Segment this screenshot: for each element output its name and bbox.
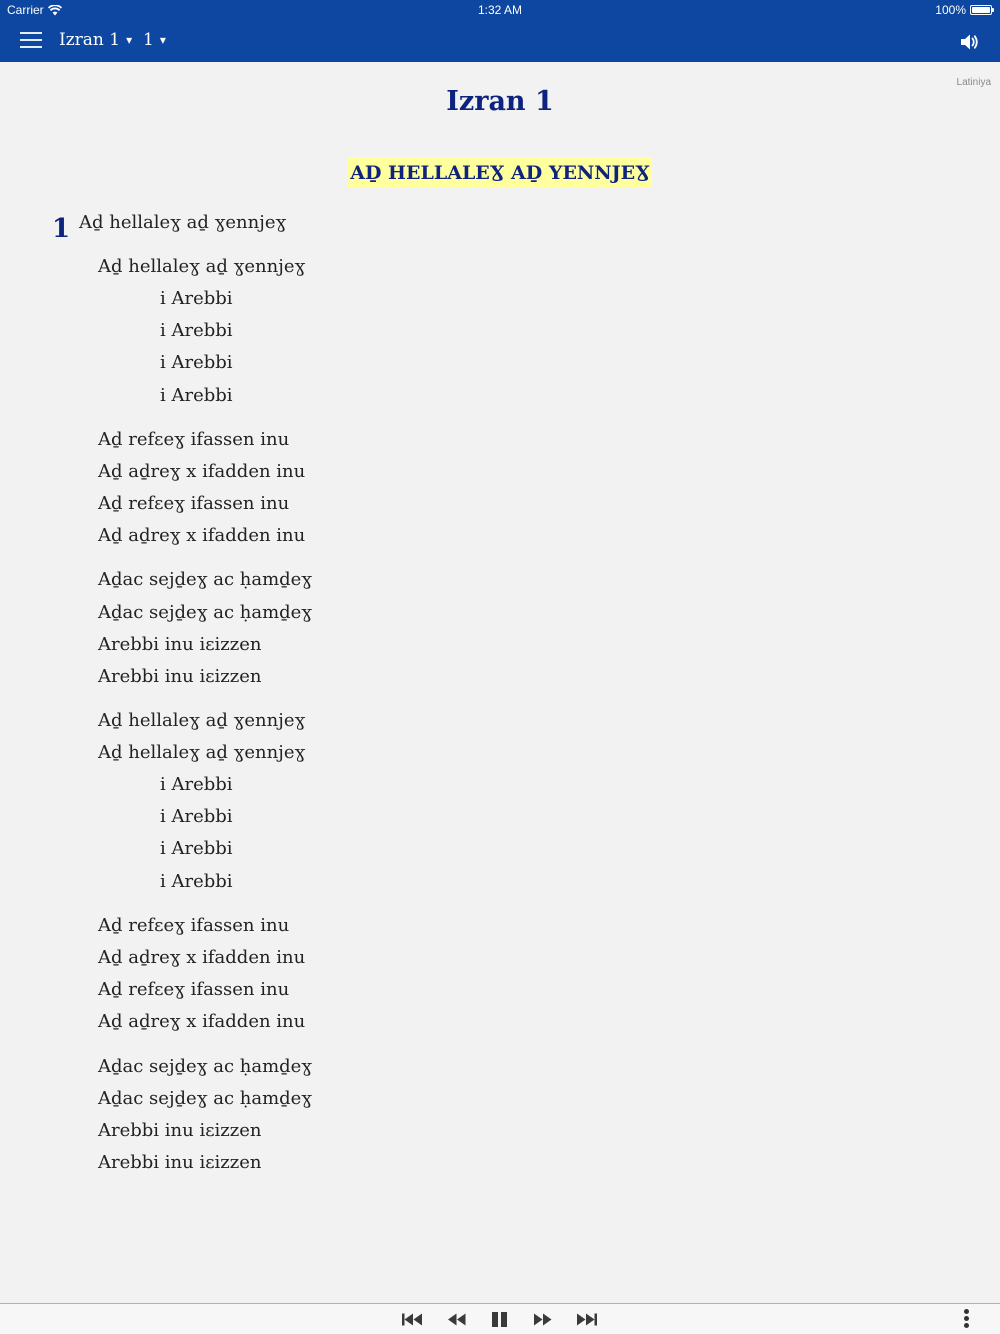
audio-player-bar <box>0 1303 1000 1334</box>
verse-line: i Arebbi <box>160 806 233 827</box>
verse-line: Aḏ refɛeɣ ifassen inu <box>98 915 290 936</box>
verse-line: Aḏac sejḏeɣ ac ḥamḏeɣ <box>98 602 313 623</box>
verse-line: Aḏ refɛeɣ ifassen inu <box>98 493 290 514</box>
battery-percent: 100% <box>935 3 966 17</box>
chevron-down-icon: ▾ <box>126 33 133 47</box>
app-header <box>0 0 1000 62</box>
verse-line: Aḏ hellaleɣ aḏ ɣennjeɣ <box>79 212 287 233</box>
chevron-down-icon: ▾ <box>159 33 166 47</box>
fast-forward-icon[interactable] <box>530 1311 556 1328</box>
verse-line: Aḏac sejḏeɣ ac ḥamḏeɣ <box>98 1056 313 1077</box>
book-selector[interactable] <box>59 30 132 50</box>
verse-line: Aḏac sejḏeɣ ac ḥamḏeɣ <box>98 1088 313 1109</box>
chapter-title: Izran 1 <box>446 86 554 117</box>
verse-line: Aḏ aḏreɣ x ifadden inu <box>98 1011 306 1032</box>
status-bar <box>0 0 1000 22</box>
verse-line: i Arebbi <box>160 288 233 309</box>
verse-line: Arebbi inu iɛizzen <box>98 666 262 687</box>
verse-line: i Arebbi <box>160 352 233 373</box>
rewind-icon[interactable] <box>444 1311 470 1328</box>
verse-line: Aḏ hellaleɣ aḏ ɣennjeɣ <box>98 742 306 763</box>
status-time: 1:32 AM <box>477 3 523 17</box>
chapter-selector-label: 1 <box>143 30 154 50</box>
more-vertical-icon[interactable] <box>964 1309 970 1329</box>
verse-line: Aḏ hellaleɣ aḏ ɣennjeɣ <box>98 256 306 277</box>
verse-line: i Arebbi <box>160 871 233 892</box>
carrier-label: Carrier <box>7 3 44 17</box>
hamburger-menu-icon[interactable] <box>20 32 42 50</box>
verse-line: Arebbi inu iɛizzen <box>98 1120 262 1141</box>
book-selector-label: Izran 1 <box>59 30 121 50</box>
verse-line: i Arebbi <box>160 385 233 406</box>
app-bar <box>0 22 1000 62</box>
verse-number: 1 <box>52 214 71 244</box>
verse-line: Arebbi inu iɛizzen <box>98 634 262 655</box>
verse-line: i Arebbi <box>160 320 233 341</box>
verse-line: Aḏ hellaleɣ aḏ ɣennjeɣ <box>98 710 306 731</box>
script-toggle[interactable]: Latiniya <box>956 77 991 88</box>
verse-line: Arebbi inu iɛizzen <box>98 1152 262 1173</box>
verse-line: Aḏ aḏreɣ x ifadden inu <box>98 461 306 482</box>
chapter-selector[interactable] <box>143 30 166 50</box>
speaker-icon[interactable] <box>958 31 980 53</box>
section-heading: AḎ HELLALEƔ AḎ YENNJEƔ <box>348 157 652 187</box>
pause-icon[interactable] <box>487 1311 513 1328</box>
verse-line: i Arebbi <box>160 774 233 795</box>
verse-line: Aḏac sejḏeɣ ac ḥamḏeɣ <box>98 569 313 590</box>
skip-previous-icon[interactable] <box>399 1311 425 1328</box>
verse-line: Aḏ aḏreɣ x ifadden inu <box>98 525 306 546</box>
verse-line: Aḏ refɛeɣ ifassen inu <box>98 979 290 1000</box>
verse-line: i Arebbi <box>160 838 233 859</box>
battery-icon <box>970 5 992 15</box>
verse-line: Aḏ aḏreɣ x ifadden inu <box>98 947 306 968</box>
skip-next-icon[interactable] <box>574 1311 600 1328</box>
section-heading-container <box>0 157 1000 187</box>
battery-indicator <box>935 3 992 17</box>
verse-line: Aḏ refɛeɣ ifassen inu <box>98 429 290 450</box>
